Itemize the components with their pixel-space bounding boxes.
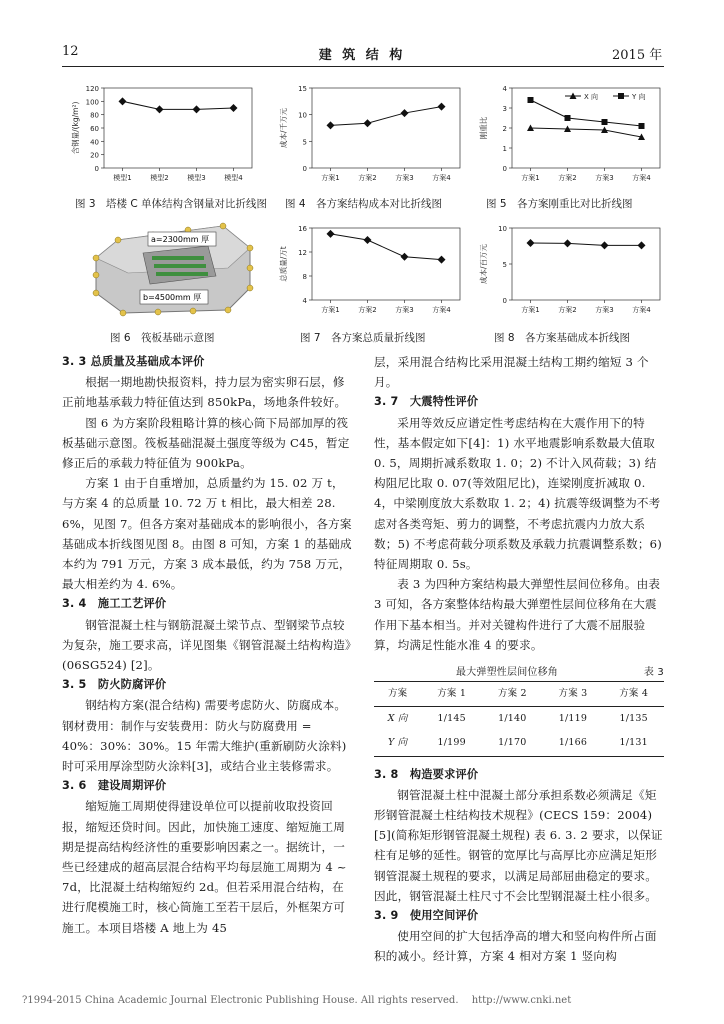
raft-foundation-diagram [88, 218, 258, 318]
y-tick-label: 10 [298, 111, 307, 120]
y-axis-label: 刚重比 [479, 116, 488, 140]
raft-label-a: a=2300mm 厚 [151, 235, 210, 244]
y-axis-label: 成本/百万元 [479, 243, 488, 285]
y-tick-label: 12 [298, 249, 307, 257]
section-3-3-p3: 方案 1 由于自重增加，总质量约为 15. 02 万 t，与方案 4 的总质量 10. 72 万 t 相比，最大相差 28. 6%，见图 7。但各方案对基础成本的影响很小，各方案基础成本折线图见图 8。由图 8 可知，方案 1 的基础成本约为 791 万元，方案 3 成本最低，约为 758 万元，最大相差约为 4. 6%。 [62, 476, 352, 592]
y-tick-label: 8 [302, 273, 307, 281]
x-tick-label: 模型2 [150, 174, 169, 182]
y-tick-label: 100 [85, 98, 99, 107]
data-point [438, 103, 446, 111]
legend-marker [618, 93, 624, 99]
footer-url[interactable]: http://www.cnki.net [471, 995, 572, 1006]
data-point [601, 241, 609, 249]
x-tick-label: 方案1 [321, 306, 340, 314]
y-tick-label: 20 [90, 151, 99, 160]
data-point [565, 115, 571, 121]
x-tick-label: 模型4 [224, 174, 243, 182]
section-3-3-title: 3. 3 总质量及基础成本评价 [62, 355, 205, 368]
x-tick-label: 模型1 [113, 174, 132, 182]
section-3-7-p2: 表 3 为四种方案结构最大弹塑性层间位移角。由表 3 可知，各方案整体结构最大弹塑性层间位移角在大震作用下基本相当。并对关键构件进行了大震不屈服验算，均满足性能水准 4 的要求。 [374, 577, 661, 652]
journal-year: 2015 年 [612, 48, 663, 63]
chart-fig8 [470, 220, 670, 320]
data-point [528, 97, 534, 103]
fig8-caption: 图 8 各方案基础成本折线图 [494, 332, 631, 344]
plot-frame [312, 228, 460, 300]
x-tick-label: 方案1 [521, 306, 540, 314]
series-line [123, 101, 234, 109]
table-header-cell: 方案 4 [619, 688, 649, 700]
section-3-6-title: 3. 6 建设周期评价 [62, 779, 167, 793]
y-tick-label: 0 [502, 297, 507, 305]
y-tick-label: 10 [498, 225, 507, 233]
x-tick-label: 方案1 [321, 174, 340, 182]
section-3-7-title: 3. 7 大震特性评价 [374, 395, 479, 409]
section-3-6-p1: 缩短施工周期使得建设单位可以提前收取投资回报，缩短还贷时间。因此，加快施工速度、缩短施工周期是提高结构经济性的重要影响因素之一。据统计，一些已经建成的超高层混合结构平均每层施工周期为 4 ~ 7d，比混凝土结构缩短约 2d。但若采用混合结构，在进行爬模施工时，核心筒施工至若干层后，外框架方可施工。本项目塔楼 A 地上为 45 [62, 799, 347, 935]
plot-frame [312, 88, 460, 168]
x-tick-label: 方案4 [632, 306, 651, 314]
x-tick-label: 方案3 [595, 306, 614, 314]
fig7-caption: 图 7 各方案总质量折线图 [300, 332, 426, 344]
series-line [531, 243, 642, 245]
chart-fig5 [470, 80, 670, 188]
data-point [638, 241, 646, 249]
section-3-7-p1: 采用等效反应谱定性考虑结构在大震作用下的特性，基本假定如下[4]：1) 水平地震影响系数最大值取 0. 5，周期折减系数取 1. 0；2) 不计入风荷载；3) 结构阻尼比取 0. 07(等效阻尼比)，连梁刚度折减取 0. 4，中梁刚度放大系数取 1. 2；4) 抗震等级调整为不考虑对各类弯矩、剪力的调整，不考虑抗震内力放大系数；5) 不考虑荷载分项系数及承载力抗震调整系数；6) 特征周期取 0. 5s。 [374, 415, 662, 572]
plot-frame [104, 88, 252, 168]
section-3-3-p2: 图 6 为方案阶段粗略计算的核心筒下局部加厚的筏板基础示意图。筏板基础混凝土强度等级为 C45，暂定修正后的承载力特征值为 900kPa。 [62, 415, 350, 471]
data-point [364, 236, 372, 244]
y-tick-label: 15 [298, 85, 307, 93]
section-3-4-p1: 钢管混凝土柱与钢筋混凝土梁节点、型钢梁节点较为复杂，施工要求高，详见图集《钢管混凝土结构构造》(06SG524) [2]。 [62, 617, 352, 673]
journal-title: 建 筑 结 构 [318, 48, 406, 63]
y-tick-label: 3 [502, 105, 507, 113]
data-point [119, 97, 127, 105]
y-tick-label: 16 [298, 225, 307, 233]
chart-fig4 [270, 80, 470, 188]
data-point [327, 230, 335, 238]
data-point [527, 239, 535, 247]
section-3-5-p1: 钢结构方案(混合结构) 需要考虑防火、防腐成本。钢材费用：制作与安装费用：防火与防腐费用 = 40%：30%：30%。15 年需大维护(重新刷防火涂料) 时可采用厚涂型防火涂料[3]，或结合业主装修需求。 [62, 698, 347, 774]
section-3-8-title: 3. 8 构造要求评价 [374, 767, 479, 781]
x-tick-label: 方案2 [358, 306, 377, 314]
section-3-9-title: 3. 9 使用空间评价 [374, 909, 479, 923]
y-tick-label: 120 [85, 85, 99, 93]
raft-label-b: b=4500mm 厚 [143, 293, 202, 302]
x-tick-label: 方案4 [432, 306, 451, 314]
table-3-label: 表 3 [643, 667, 664, 679]
x-tick-label: 方案4 [432, 174, 451, 182]
left-column [62, 352, 352, 938]
y-axis-label: 含钢量/(kg/m²) [71, 101, 80, 155]
y-tick-label: 60 [90, 125, 99, 133]
footer [22, 995, 571, 1006]
series-line [531, 100, 642, 126]
series-line [531, 128, 642, 137]
data-point [602, 119, 608, 125]
data-point [327, 121, 335, 129]
x-tick-label: 方案2 [558, 174, 577, 182]
data-point [639, 123, 645, 129]
table-header-cell: 方案 1 [437, 688, 467, 700]
header-rule [62, 66, 664, 67]
x-tick-label: 方案3 [595, 174, 614, 182]
data-point [230, 104, 238, 112]
x-tick-label: 方案1 [521, 174, 540, 182]
section-3-8-p1: 钢管混凝土柱中混凝土部分承担系数必须满足《矩形钢管混凝土柱结构技术规程》(CECS 159：2004) [5](简称矩形钢管混凝土规程) 表 6. 3. 2 要求，以保证柱有足够的延性。钢管的宽厚比与高厚比亦应满足矩形钢管混凝土规程的要求，以满足局部屈曲稳定的要求。因此，钢管混凝土柱尺寸不会比型钢混凝土柱小很多。 [374, 787, 663, 903]
table-header-cell: 方案 [387, 688, 408, 700]
table-3 [374, 661, 664, 757]
fig4-caption: 图 4 各方案结构成本对比折线图 [285, 198, 443, 210]
y-tick-label: 4 [502, 85, 507, 93]
x-tick-label: 方案2 [358, 174, 377, 182]
x-tick-label: 方案3 [395, 306, 414, 314]
y-tick-label: 0 [502, 165, 507, 173]
section-3-9-p1: 使用空间的扩大包括净高的增大和竖向构件所占面积的减小。经计算，方案 4 相对方案 1 竖向构 [374, 929, 657, 964]
table-row: X 向 1/145 1/140 1/119 1/135 [387, 713, 648, 725]
data-point [364, 119, 372, 127]
continued-paragraph: 层，采用混合结构比采用混凝土结构工期约缩短 3 个月。 [374, 355, 649, 390]
data-point [401, 253, 409, 261]
y-tick-label: 2 [502, 125, 507, 133]
plot-frame [512, 228, 660, 300]
chart-fig3 [62, 80, 262, 188]
table-header-cell: 方案 3 [558, 688, 588, 700]
y-tick-label: 5 [502, 261, 507, 269]
data-point [193, 105, 201, 113]
y-axis-label: 总质量/万t [279, 246, 288, 282]
page-number: 12 [62, 44, 79, 59]
y-tick-label: 4 [302, 297, 307, 305]
section-3-5-title: 3. 5 防火防腐评价 [62, 678, 167, 692]
data-point [401, 109, 409, 117]
section-3-3-p1: 根据一期地勘快报资料，持力层为密实卵石层，修正前地基承载力特征值达到 850kPa，场地条件较好。 [62, 375, 347, 410]
series-line [331, 107, 442, 126]
x-tick-label: 方案3 [395, 174, 414, 182]
x-tick-label: 方案4 [632, 174, 651, 182]
fig5-caption: 图 5 各方案刚重比对比折线图 [486, 198, 633, 210]
right-column [374, 352, 664, 967]
data-point [156, 105, 164, 113]
legend-label: Y 向 [632, 93, 646, 101]
fig6-caption: 图 6 筏板基础示意图 [110, 332, 215, 344]
data-point [564, 239, 572, 247]
chart-fig7 [270, 220, 470, 320]
y-tick-label: 5 [302, 138, 307, 147]
table-header-cell: 方案 2 [497, 688, 527, 700]
y-tick-label: 0 [94, 165, 99, 173]
fig3-caption: 图 3 塔楼 C 单体结构含钢量对比折线图 [75, 198, 268, 210]
copyright-text: ?1994-2015 China Academic Journal Electronic Publishing House. All rights reserved. [22, 995, 459, 1006]
y-axis-label: 成本/千万元 [279, 107, 288, 149]
table-3-title: 最大弹塑性层间位移角 [456, 667, 558, 679]
x-tick-label: 方案2 [558, 306, 577, 314]
x-tick-label: 模型3 [187, 174, 206, 182]
table-row: Y 向 1/199 1/170 1/166 1/131 [387, 737, 648, 749]
data-point [438, 256, 446, 264]
y-tick-label: 80 [90, 111, 99, 120]
legend-label: X 向 [584, 93, 599, 101]
y-tick-label: 40 [90, 138, 99, 147]
section-3-4-title: 3. 4 施工工艺评价 [62, 597, 167, 611]
y-tick-label: 0 [302, 165, 307, 173]
y-tick-label: 1 [502, 145, 507, 153]
series-line [331, 234, 442, 260]
